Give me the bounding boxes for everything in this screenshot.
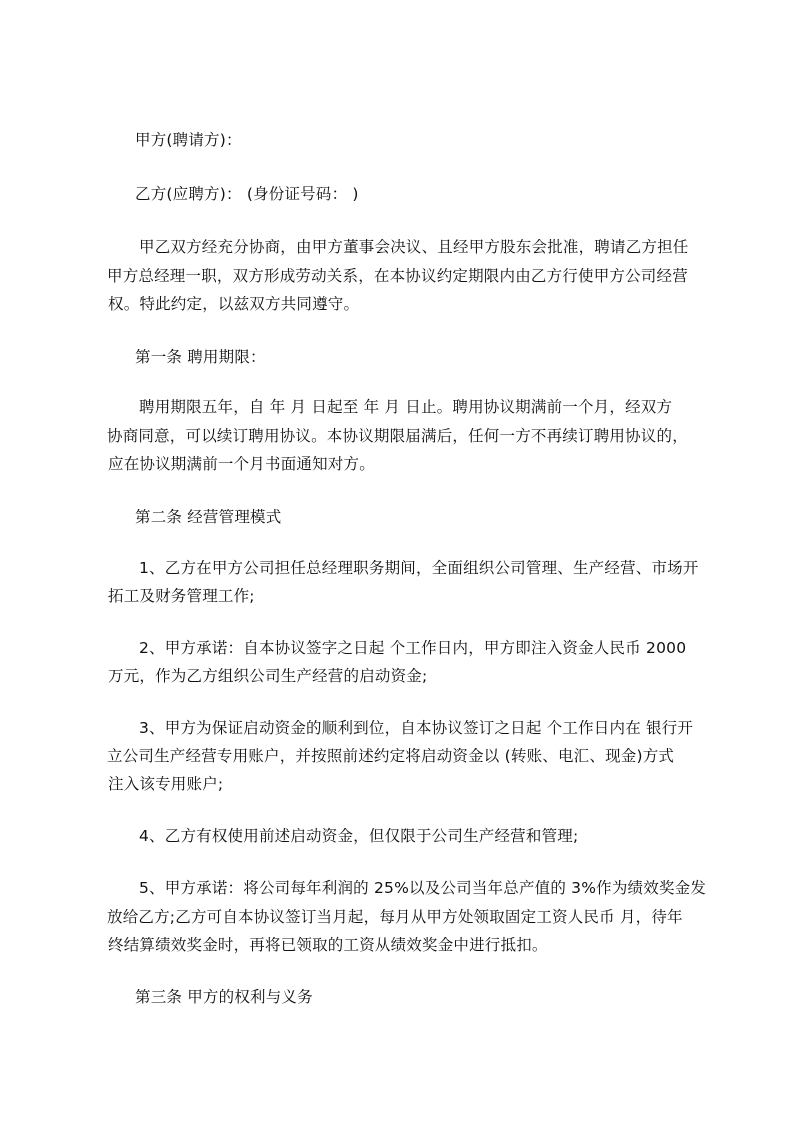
article2-item1-line: 拓工及财务管理工作; xyxy=(108,587,255,605)
preamble-line: 甲乙双方经充分协商，由甲方董事会决议、且经甲方股东会批准，聘请乙方担任 xyxy=(139,238,689,256)
article2-item4-line: 4、乙方有权使用前述启动资金，但仅限于公司生产经营和管理; xyxy=(139,827,579,845)
article2-item3-line: 3、甲方为保证启动资金的顺利到位，自本协议签订之日起 个工作日内在 银行开 xyxy=(139,719,694,737)
article2-item3-line: 注入该专用账户; xyxy=(108,775,224,793)
article2-item5-line: 终结算绩效奖金时，再将已领取的工资从绩效奖金中进行抵扣。 xyxy=(108,936,548,954)
party-b-line: 乙方(应聘方)： (身份证号码： ) xyxy=(135,185,359,203)
article2-item1-line: 1、乙方在甲方公司担任总经理职务期间，全面组织公司管理、生产经营、市场开 xyxy=(139,559,699,577)
article1-line: 聘用期限五年，自 年 月 日起至 年 月 日止。聘用协议期满前一个月，经双方 xyxy=(139,398,673,416)
article1-line: 协商同意，可以续订聘用协议。本协议期限届满后，任何一方不再续订聘用协议的， xyxy=(107,427,688,445)
article2-item2-line: 万元，作为乙方组织公司生产经营的启动资金; xyxy=(108,667,428,685)
article2-item2-line: 2、甲方承诺：自本协议签字之日起 个工作日内，甲方即注入资金人民币 2000 xyxy=(139,639,687,657)
article2-item5-line: 5、甲方承诺：将公司每年利润的 25%以及公司当年总产值的 3%作为绩效奖金发 xyxy=(139,879,707,897)
article3-heading: 第三条 甲方的权利与义务 xyxy=(135,988,313,1006)
preamble-line: 甲方总经理一职，双方形成劳动关系，在本协议约定期限内由乙方行使甲方公司经营 xyxy=(107,267,688,285)
preamble-line: 权。特此约定，以兹双方共同遵守。 xyxy=(108,295,360,313)
article2-heading: 第二条 经营管理模式 xyxy=(135,508,282,526)
article2-item3-line: 立公司生产经营专用账户，并按照前述约定将启动资金以 (转账、电汇、现金)方式 xyxy=(107,747,675,765)
party-a-line: 甲方(聘请方)： xyxy=(135,131,242,149)
article2-item5-line: 放给乙方;乙方可自本协议签订当月起，每月从甲方处领取固定工资人民币 月，待年 xyxy=(107,908,683,926)
article1-line: 应在协议期满前一个月书面通知对方。 xyxy=(108,455,375,473)
article1-heading: 第一条 聘用期限： xyxy=(135,348,266,366)
